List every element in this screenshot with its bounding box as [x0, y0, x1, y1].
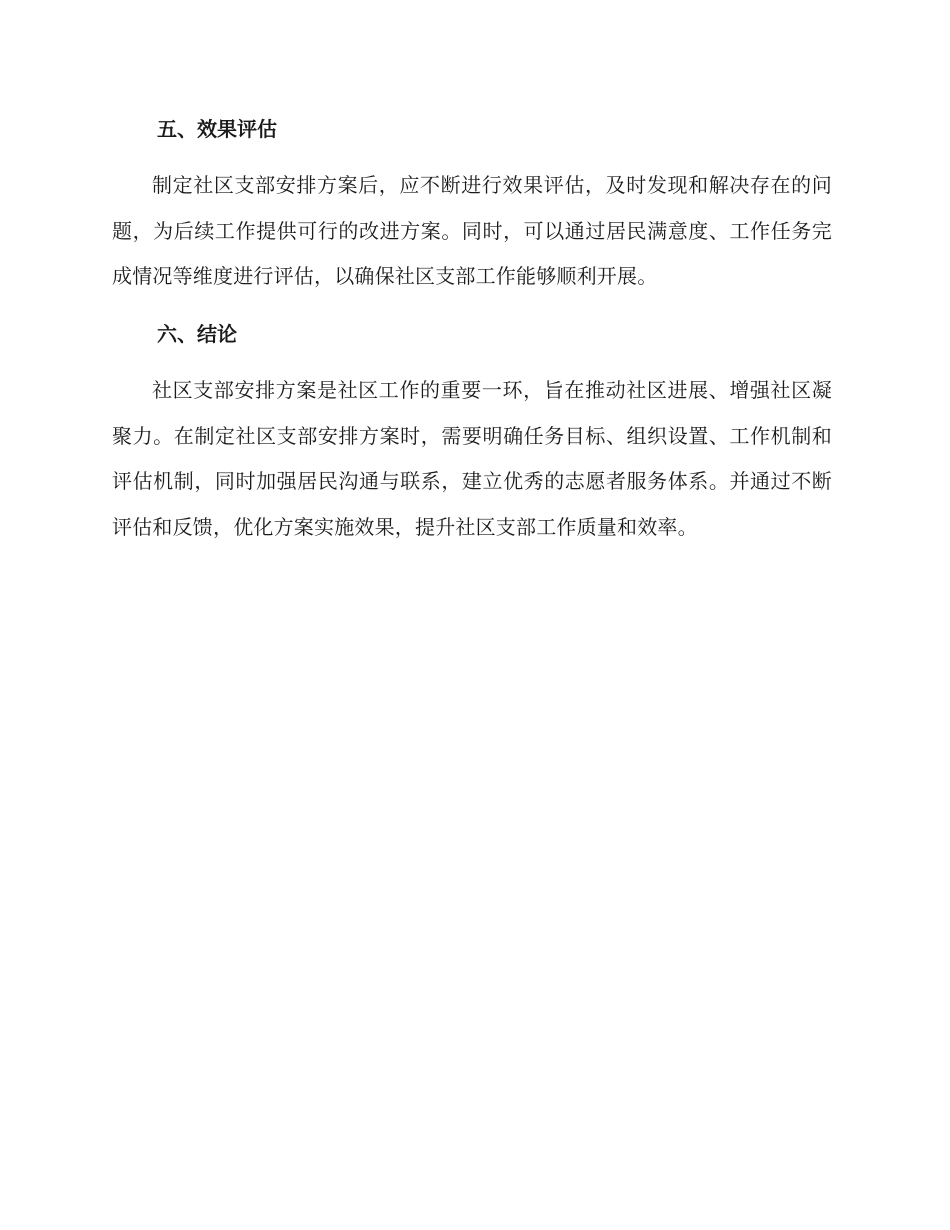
section-paragraph-evaluation: 制定社区支部安排方案后，应不断进行效果评估，及时发现和解决存在的问题，为后续工作提供可行的改进方案。同时，可以通过居民满意度、工作任务完成情况等维度进行评估，以确保社区支部工作能够顺利开展。 — [112, 173, 832, 288]
section-heading-conclusion: 六、结论 — [157, 322, 237, 346]
section-paragraph-conclusion: 社区支部安排方案是社区工作的重要一环，旨在推动社区进展、增强社区凝聚力。在制定社区支部安排方案时，需要明确任务目标、组织设置、工作机制和评估机制，同时加强居民沟通与联系，建立优秀的志愿者服务体系。并通过不断评估和反馈，优化方案实施效果，提升社区支部工作质量和效率。 — [112, 378, 832, 539]
section-heading-evaluation: 五、效果评估 — [157, 117, 277, 141]
